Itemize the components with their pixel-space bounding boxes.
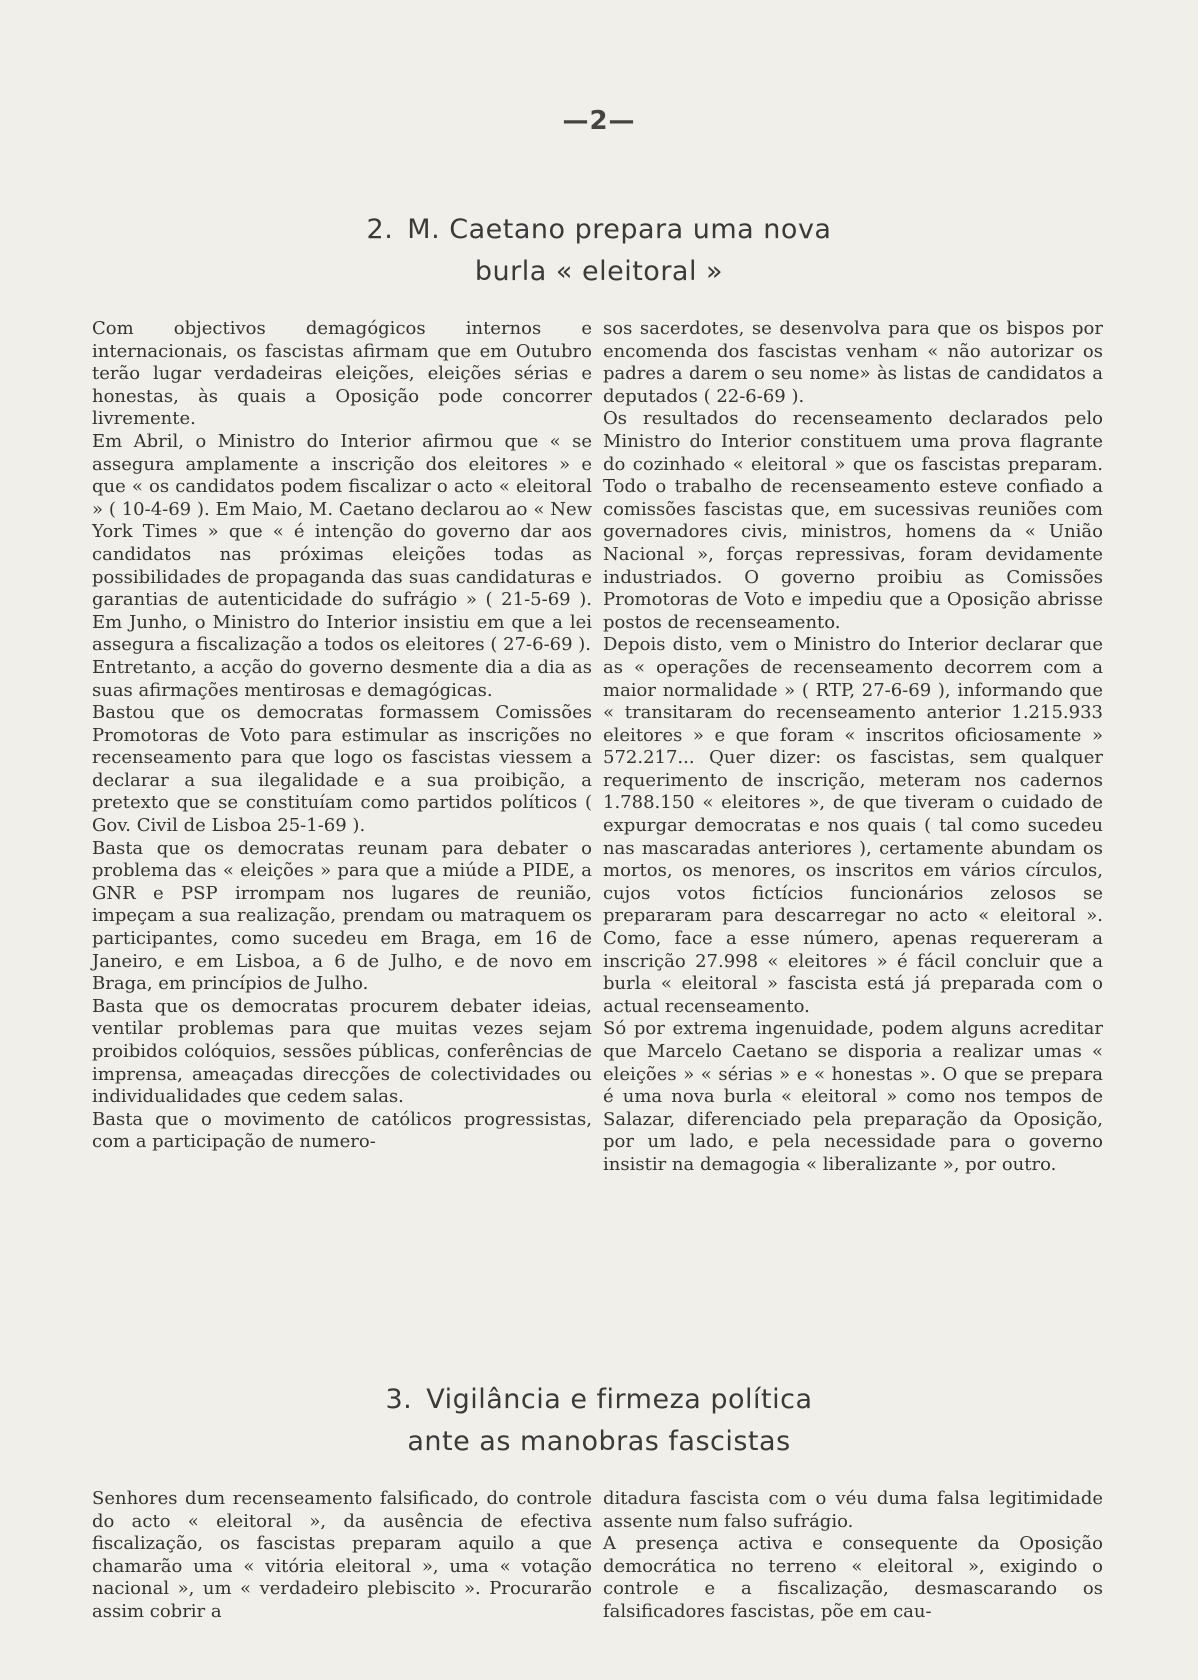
section-2-heading bbox=[0, 210, 1198, 250]
paragraph: ditadura fascista com o véu duma falsa legitimidade assente num falso sufrágio. bbox=[603, 1488, 1103, 1532]
section-2-number: 2. bbox=[366, 214, 394, 245]
paragraph: Bastou que os democratas formassem Comissões Promotoras de Voto para estimular as inscrições no recenseamento para que logo os fascistas viessem a declarar a sua ilegalidade e a sua proibição, a pretexto que se constituíam como partidos políticos ( Gov. Civil de Lisboa 25-1-69 ). bbox=[92, 702, 592, 837]
paragraph: Senhores dum recenseamento falsificado, do controle do acto « eleitoral », da ausência de efectiva fiscalização, os fascistas preparam aquilo a que chamarão uma « vitória eleitoral », uma « votação nacional », um « verdadeiro plebiscito ». Procurarão assim cobrir a bbox=[92, 1488, 592, 1622]
section-3-heading-line2 bbox=[0, 1422, 1198, 1462]
paragraph: Basta que o movimento de católicos progressistas, com a participação de numero- bbox=[92, 1108, 592, 1153]
paragraph: Basta que os democratas reunam para debater o problema das « eleições » para que a miúde a PIDE, a GNR e PSP irrompam nos lugares de reunião, impeçam a sua realização, prendam ou matraquem os participantes, como sucedeu em Braga, em 16 de Janeiro, e em Lisboa, a 6 de Julho, e de novo em Braga, em princípios de Julho. bbox=[92, 837, 592, 995]
paragraph: Os resultados do recenseamento declarados pelo Ministro do Interior constituem uma prova flagrante do cozinhado « eleitoral » que os fascistas preparam. Todo o trabalho de recenseamento esteve confiado a comissões fascistas que, em sucessivas reuniões com governadores civis, ministros, homens da « União Nacional », forças repressivas, foram devidamente industriados. O governo proibiu as Comissões Promotoras de Voto e impediu que a Oposição abrisse postos de recenseamento. bbox=[603, 408, 1103, 633]
section-3-left-column bbox=[92, 1488, 592, 1624]
paragraph: Depois disto, vem o Ministro do Interior declarar que as « operações de recenseamento decorrem com a maior normalidade » ( RTP, 27-6-69 ), informando que « transitaram do recenseamento anterior 1.215.933 eleitores » e que foram « inscritos oficiosamente » 572.217... Quer dizer: os fascistas, sem qualquer requerimento de inscrição, meteram nos cadernos 1.788.150 « eleitores », de que tiveram o cuidado de expurgar democratas e nos quais ( tal como sucedeu nas mascaradas anteriores ), certamente abundam os mortos, os menores, os inscritos em vários círculos, cujos votos fictícios funcionários zelosos se prepararam para descarregar no acto « eleitoral ». Como, face a esse número, apenas requereram a inscrição 27.998 « eleitores » é fácil concluir que a burla « eleitoral » fascista está já preparada com o actual recenseamento. bbox=[603, 634, 1103, 1017]
paragraph: Com objectivos demagógicos internos e internacionais, os fascistas afirmam que em Outubro terão lugar verdadeiras eleições, eleições sérias e honestas, às quais a Oposição pode concorrer livremente. bbox=[92, 318, 592, 430]
section-3-heading bbox=[0, 1380, 1198, 1420]
section-3-title-line1: Vigilância e firmeza política bbox=[426, 1384, 813, 1415]
section-3-title-line2: ante as manobras fascistas bbox=[407, 1426, 791, 1457]
paragraph: Entretanto, a acção do governo desmente dia a dia as suas afirmações mentirosas e demagógicas. bbox=[92, 656, 592, 701]
paragraph: Só por extrema ingenuidade, podem alguns acreditar que Marcelo Caetano se disporia a realizar umas « eleições » « sérias » e « honestas ». O que se prepara é uma nova burla « eleitoral » como nos tempos de Salazar, diferenciado pela preparação da Oposição, por um lado, e pela necessidade para o governo insistir na demagogia « liberalizante », por outro. bbox=[603, 1018, 1103, 1175]
paragraph: sos sacerdotes, se desenvolva para que os bispos por encomenda dos fascistas venham « não autorizar os padres a darem o seu nome» às listas de candidatos a deputados ( 22-6-69 ). bbox=[603, 318, 1103, 407]
section-2-title-line2: burla « eleitoral » bbox=[474, 256, 724, 287]
section-2-title-line1: M. Caetano prepara uma nova bbox=[407, 214, 832, 245]
section-3-number: 3. bbox=[385, 1384, 413, 1415]
section-2-right-column bbox=[603, 318, 1103, 1177]
paragraph: Basta que os democratas procurem debater ideias, ventilar problemas para que muitas vezes sejam proibidos colóquios, sessões públicas, conferências de imprensa, ameaçadas direcções de colectividades ou individualidades que cedem salas. bbox=[92, 995, 592, 1108]
section-2-heading-line2 bbox=[0, 252, 1198, 292]
section-2-left-column bbox=[92, 318, 592, 1154]
page-number: —2— bbox=[562, 106, 636, 136]
paragraph: A presença activa e consequente da Oposição democrática no terreno « eleitoral », exigindo o controle e a fiscalização, desmascarando os falsificadores fascistas, põe em cau- bbox=[603, 1533, 1103, 1622]
paragraph: Em Abril, o Ministro do Interior afirmou que « se assegura amplamente a inscrição dos eleitores » e que « os candidatos podem fiscalizar o acto « eleitoral » ( 10-4-69 ). Em Maio, M. Caetano declarou ao « New York Times » que « é intenção do governo dar aos candidatos nas próximas eleições todas as possibilidades de propaganda das suas candidaturas e garantias de autenticidade do sufrágio » ( 21-5-69 ). Em Junho, o Ministro do Interior insistiu em que a lei assegura a fiscalização a todos os eleitores ( 27-6-69 ). bbox=[92, 430, 592, 656]
section-3-right-column bbox=[603, 1488, 1103, 1624]
